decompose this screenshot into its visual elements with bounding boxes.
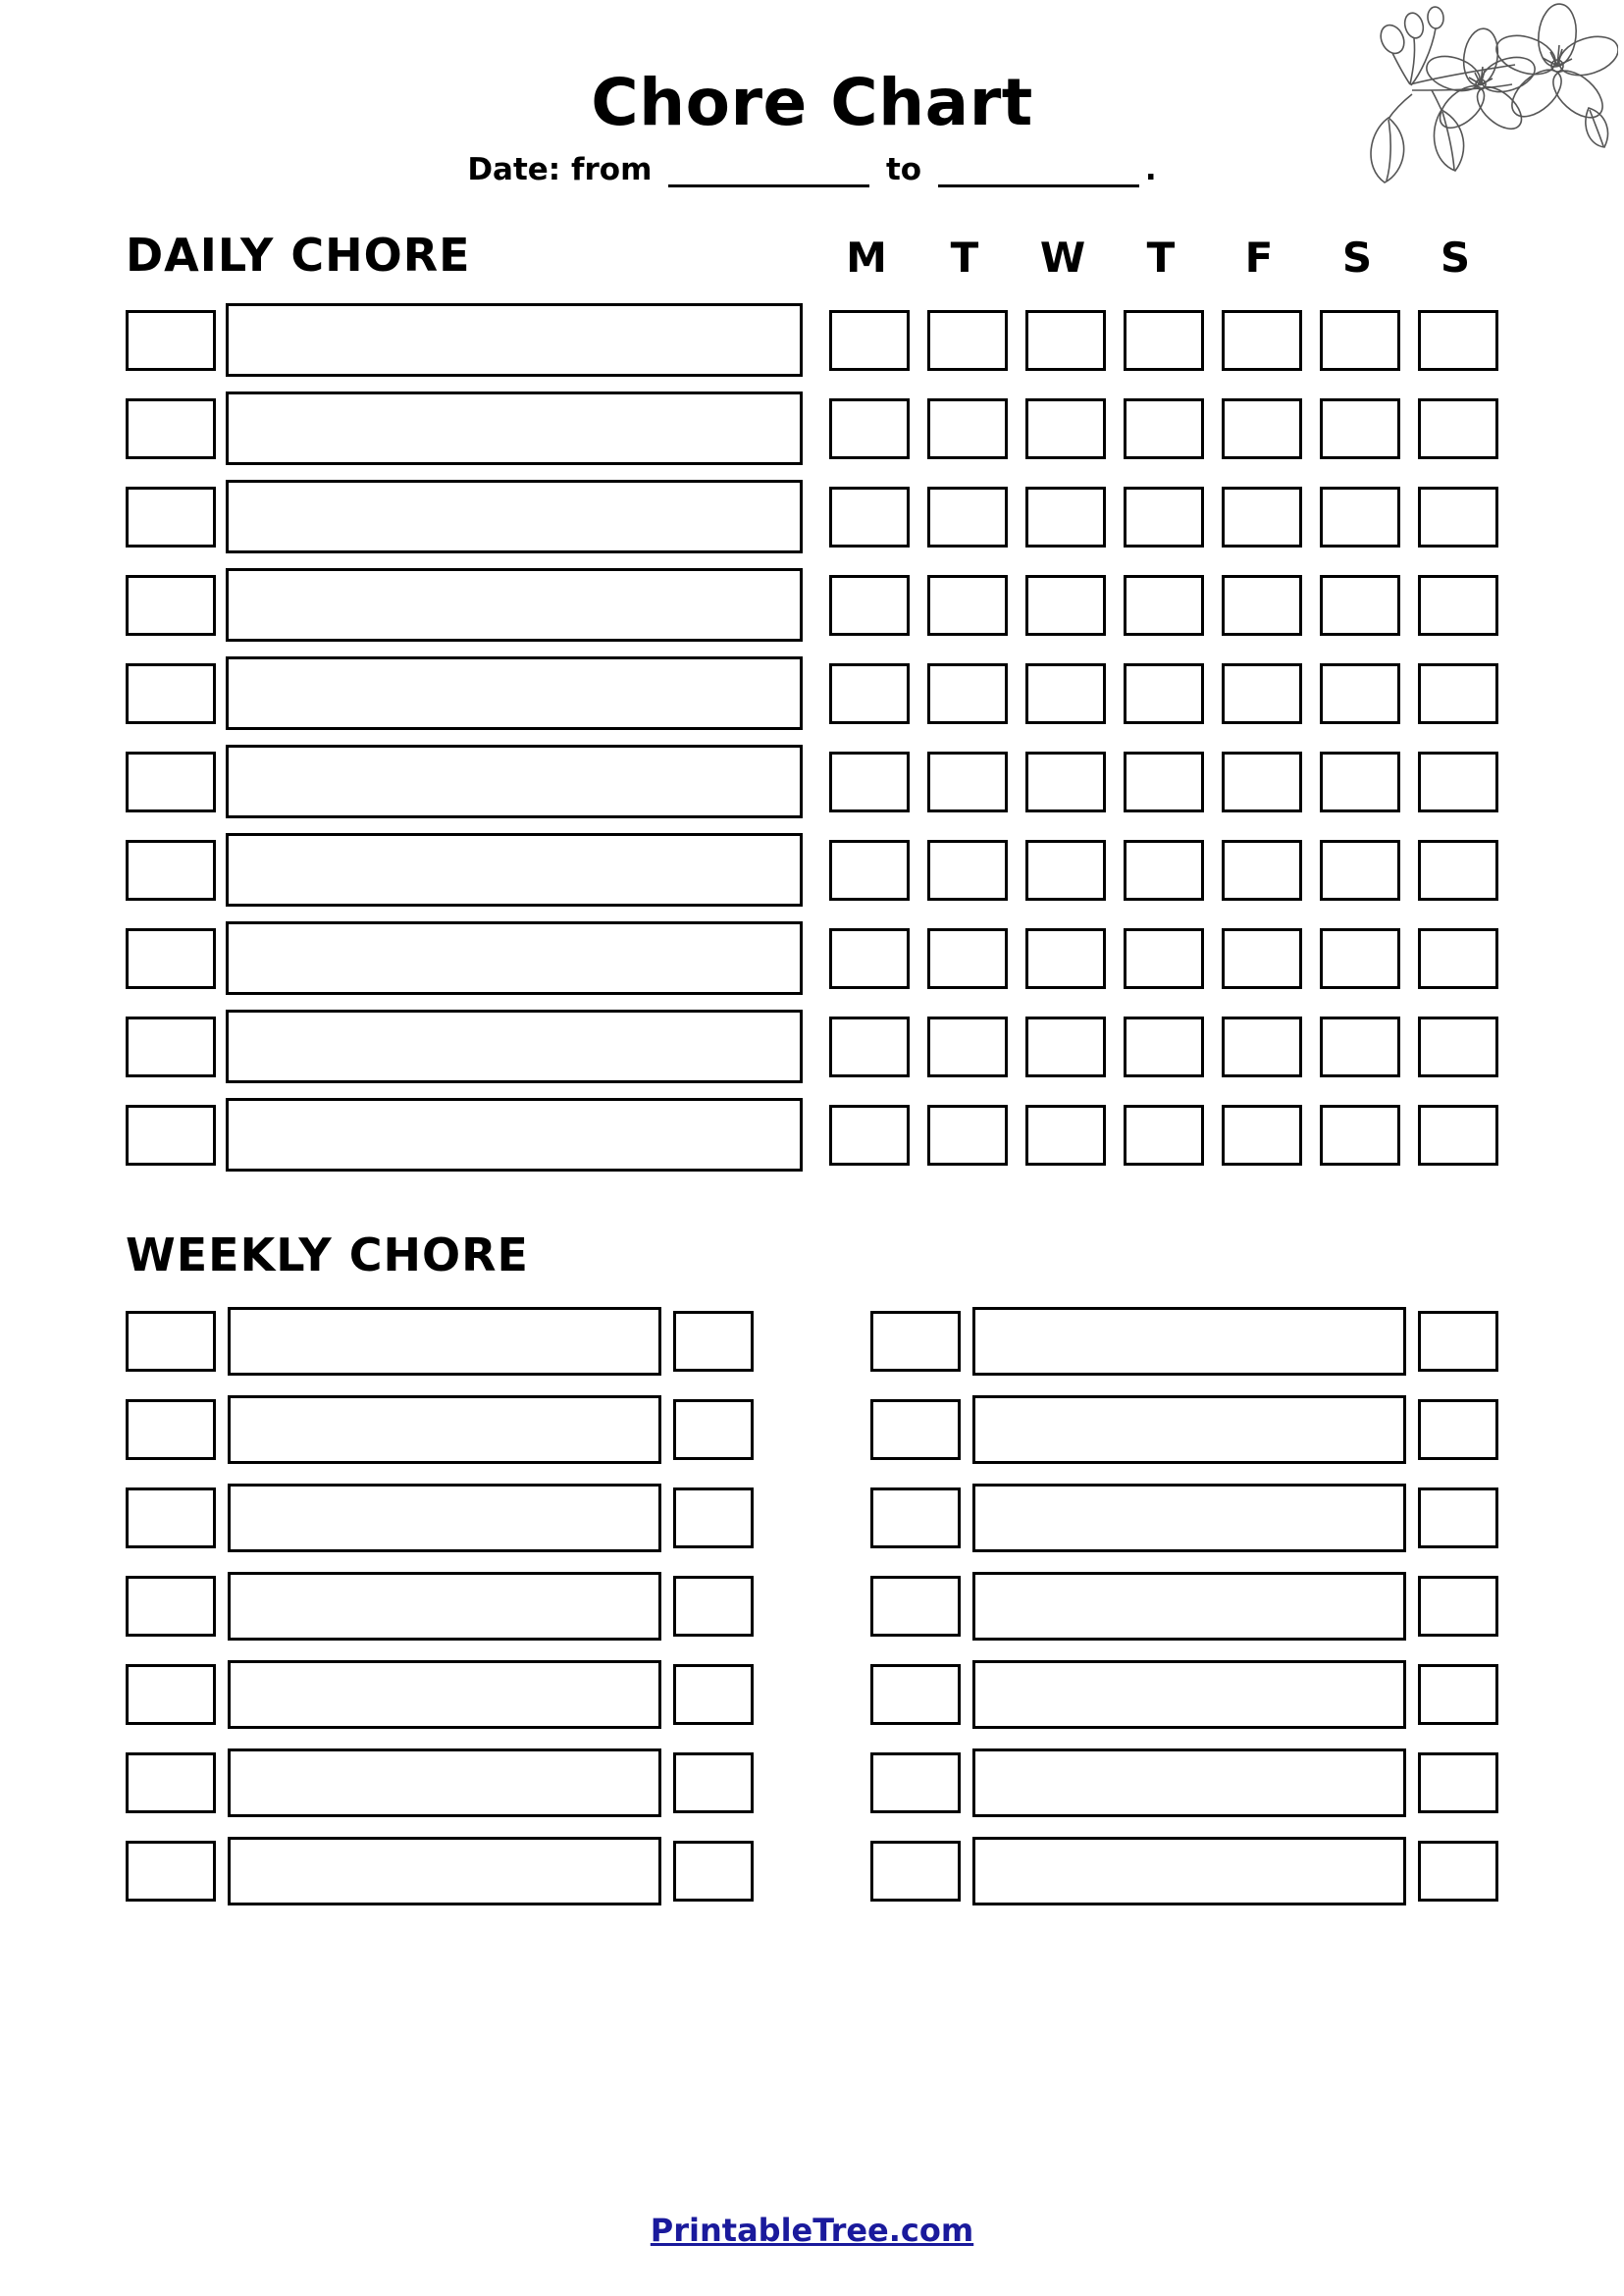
- date-period: .: [1144, 152, 1157, 188]
- day-check-sun[interactable]: [1418, 840, 1498, 901]
- table-row: [870, 1395, 1498, 1464]
- row-checkbox-left[interactable]: [870, 1487, 961, 1548]
- day-header-sat: S: [1341, 234, 1373, 283]
- day-check-thu[interactable]: [1124, 310, 1204, 371]
- day-check-wed[interactable]: [1025, 398, 1106, 459]
- day-check-sat[interactable]: [1320, 1105, 1400, 1166]
- chore-name-field[interactable]: [226, 833, 803, 907]
- day-check-tue[interactable]: [927, 840, 1008, 901]
- date-from-field[interactable]: [668, 155, 869, 187]
- chore-name-field[interactable]: [228, 1660, 661, 1729]
- day-check-wed[interactable]: [1025, 928, 1106, 989]
- footer: [0, 2212, 1624, 2249]
- day-header-fri: F: [1244, 234, 1274, 283]
- day-check-thu[interactable]: [1124, 575, 1204, 636]
- day-check-group: [829, 840, 1498, 901]
- row-checkbox-right[interactable]: [673, 1311, 754, 1372]
- row-checkbox-right[interactable]: [1418, 1664, 1498, 1725]
- daily-section-header: [0, 229, 1624, 282]
- row-checkbox-right[interactable]: [1418, 1487, 1498, 1548]
- day-check-thu[interactable]: [1124, 928, 1204, 989]
- day-check-sun[interactable]: [1418, 487, 1498, 548]
- day-check-sun[interactable]: [1418, 575, 1498, 636]
- chore-name-field[interactable]: [226, 568, 803, 642]
- day-header-mon: M: [846, 234, 887, 283]
- day-check-tue[interactable]: [927, 487, 1008, 548]
- day-check-group: [829, 928, 1498, 989]
- day-check-wed[interactable]: [1025, 310, 1106, 371]
- daily-section-title: DAILY CHORE: [126, 229, 471, 283]
- row-checkbox-left[interactable]: [126, 1664, 216, 1725]
- row-checkbox-left[interactable]: [870, 1311, 961, 1372]
- day-check-sun[interactable]: [1418, 1105, 1498, 1166]
- day-check-thu[interactable]: [1124, 487, 1204, 548]
- day-check-sat[interactable]: [1320, 398, 1400, 459]
- row-checkbox[interactable]: [126, 310, 216, 371]
- day-check-group: [829, 1105, 1498, 1166]
- day-check-thu[interactable]: [1124, 840, 1204, 901]
- date-from-label: Date: from: [467, 152, 653, 188]
- day-check-mon[interactable]: [829, 1017, 910, 1077]
- day-check-mon[interactable]: [829, 310, 910, 371]
- weekly-section-header: [0, 1228, 1624, 1281]
- day-header-tue: T: [950, 234, 979, 283]
- row-checkbox-right[interactable]: [673, 1399, 754, 1460]
- day-check-group: [829, 575, 1498, 636]
- day-check-tue[interactable]: [927, 310, 1008, 371]
- row-checkbox-left[interactable]: [870, 1399, 961, 1460]
- day-check-sat[interactable]: [1320, 310, 1400, 371]
- row-checkbox-left[interactable]: [126, 1311, 216, 1372]
- day-check-fri[interactable]: [1222, 1105, 1302, 1166]
- chore-name-field[interactable]: [226, 656, 803, 730]
- footer-site-link[interactable]: PrintableTree.com: [650, 2212, 974, 2249]
- row-checkbox-left[interactable]: [126, 1576, 216, 1637]
- day-check-group: [829, 487, 1498, 548]
- chore-name-field[interactable]: [972, 1307, 1406, 1376]
- day-check-sat[interactable]: [1320, 663, 1400, 724]
- day-check-wed[interactable]: [1025, 1017, 1106, 1077]
- day-check-fri[interactable]: [1222, 928, 1302, 989]
- row-checkbox[interactable]: [126, 575, 216, 636]
- day-header-thu: T: [1146, 234, 1176, 283]
- day-check-mon[interactable]: [829, 752, 910, 812]
- row-checkbox-left[interactable]: [126, 1841, 216, 1902]
- table-row: [126, 391, 1498, 465]
- day-check-mon[interactable]: [829, 398, 910, 459]
- row-checkbox-right[interactable]: [1418, 1752, 1498, 1813]
- day-check-tue[interactable]: [927, 398, 1008, 459]
- row-checkbox[interactable]: [126, 487, 216, 548]
- row-checkbox-left[interactable]: [870, 1664, 961, 1725]
- day-check-sat[interactable]: [1320, 840, 1400, 901]
- chore-name-field[interactable]: [972, 1484, 1406, 1552]
- day-check-fri[interactable]: [1222, 398, 1302, 459]
- chore-name-field[interactable]: [228, 1837, 661, 1905]
- table-row: [126, 1748, 754, 1817]
- day-check-fri[interactable]: [1222, 310, 1302, 371]
- day-check-fri[interactable]: [1222, 663, 1302, 724]
- table-row: [870, 1307, 1498, 1376]
- row-checkbox[interactable]: [126, 840, 216, 901]
- day-check-sun[interactable]: [1418, 928, 1498, 989]
- chore-name-field[interactable]: [972, 1395, 1406, 1464]
- day-check-sat[interactable]: [1320, 1017, 1400, 1077]
- day-check-sat[interactable]: [1320, 752, 1400, 812]
- day-check-tue[interactable]: [927, 752, 1008, 812]
- row-checkbox-right[interactable]: [1418, 1576, 1498, 1637]
- day-check-group: [829, 663, 1498, 724]
- day-check-tue[interactable]: [927, 1017, 1008, 1077]
- table-row: [126, 1572, 754, 1641]
- day-check-sun[interactable]: [1418, 310, 1498, 371]
- day-check-group: [829, 310, 1498, 371]
- weekly-chore-table: [0, 1307, 1624, 1925]
- row-checkbox-right[interactable]: [673, 1576, 754, 1637]
- day-check-group: [829, 398, 1498, 459]
- day-header-row: [817, 234, 1504, 282]
- day-check-sun[interactable]: [1418, 663, 1498, 724]
- chore-name-field[interactable]: [972, 1572, 1406, 1641]
- row-checkbox-right[interactable]: [673, 1841, 754, 1902]
- chore-name-field[interactable]: [228, 1748, 661, 1817]
- row-checkbox-right[interactable]: [673, 1487, 754, 1548]
- day-check-tue[interactable]: [927, 928, 1008, 989]
- row-checkbox-left[interactable]: [870, 1841, 961, 1902]
- date-to-label: to: [885, 152, 922, 188]
- chore-name-field[interactable]: [226, 480, 803, 553]
- row-checkbox-left[interactable]: [870, 1752, 961, 1813]
- day-check-tue[interactable]: [927, 1105, 1008, 1166]
- chore-name-field[interactable]: [972, 1748, 1406, 1817]
- row-checkbox-right[interactable]: [1418, 1841, 1498, 1902]
- chore-name-field[interactable]: [226, 745, 803, 818]
- row-checkbox-right[interactable]: [673, 1752, 754, 1813]
- row-checkbox-left[interactable]: [126, 1399, 216, 1460]
- table-row: [126, 656, 1498, 730]
- table-row: [126, 1010, 1498, 1083]
- day-check-tue[interactable]: [927, 575, 1008, 636]
- day-check-thu[interactable]: [1124, 398, 1204, 459]
- row-checkbox-left[interactable]: [870, 1576, 961, 1637]
- table-row: [126, 1098, 1498, 1172]
- row-checkbox[interactable]: [126, 752, 216, 812]
- date-to-field[interactable]: [938, 155, 1139, 187]
- table-row: [870, 1660, 1498, 1729]
- table-row: [126, 1395, 754, 1464]
- day-check-thu[interactable]: [1124, 752, 1204, 812]
- weekly-section-title: WEEKLY CHORE: [126, 1228, 529, 1282]
- day-check-mon[interactable]: [829, 840, 910, 901]
- table-row: [126, 480, 1498, 553]
- day-header-sun: S: [1440, 234, 1471, 283]
- chore-name-field[interactable]: [228, 1572, 661, 1641]
- date-range-line: [0, 152, 1624, 187]
- day-check-wed[interactable]: [1025, 575, 1106, 636]
- day-check-wed[interactable]: [1025, 1105, 1106, 1166]
- document-header: [0, 0, 1624, 187]
- day-check-mon[interactable]: [829, 663, 910, 724]
- day-check-mon[interactable]: [829, 575, 910, 636]
- chore-name-field[interactable]: [226, 921, 803, 995]
- table-row: [126, 1837, 754, 1905]
- chore-name-field[interactable]: [972, 1837, 1406, 1905]
- table-row: [126, 745, 1498, 818]
- row-checkbox[interactable]: [126, 398, 216, 459]
- day-check-fri[interactable]: [1222, 752, 1302, 812]
- day-check-fri[interactable]: [1222, 487, 1302, 548]
- day-check-fri[interactable]: [1222, 575, 1302, 636]
- row-checkbox-left[interactable]: [126, 1487, 216, 1548]
- day-check-wed[interactable]: [1025, 487, 1106, 548]
- chore-name-field[interactable]: [972, 1660, 1406, 1729]
- row-checkbox[interactable]: [126, 1105, 216, 1166]
- table-row: [870, 1572, 1498, 1641]
- row-checkbox-left[interactable]: [126, 1752, 216, 1813]
- chore-name-field[interactable]: [228, 1395, 661, 1464]
- daily-chore-table: [0, 303, 1624, 1172]
- row-checkbox-right[interactable]: [673, 1664, 754, 1725]
- day-check-tue[interactable]: [927, 663, 1008, 724]
- day-check-sun[interactable]: [1418, 752, 1498, 812]
- day-check-group: [829, 1017, 1498, 1077]
- weekly-column-left: [126, 1307, 754, 1925]
- day-check-thu[interactable]: [1124, 1017, 1204, 1077]
- table-row: [126, 1484, 754, 1552]
- chore-name-field[interactable]: [226, 1098, 803, 1172]
- table-row: [126, 833, 1498, 907]
- day-check-mon[interactable]: [829, 928, 910, 989]
- day-check-sun[interactable]: [1418, 1017, 1498, 1077]
- table-row: [126, 568, 1498, 642]
- table-row: [126, 921, 1498, 995]
- table-row: [870, 1748, 1498, 1817]
- chore-name-field[interactable]: [226, 391, 803, 465]
- day-check-mon[interactable]: [829, 1105, 910, 1166]
- day-check-mon[interactable]: [829, 487, 910, 548]
- weekly-column-right: [870, 1307, 1498, 1925]
- day-check-fri[interactable]: [1222, 840, 1302, 901]
- table-row: [870, 1837, 1498, 1905]
- day-check-sat[interactable]: [1320, 487, 1400, 548]
- table-row: [870, 1484, 1498, 1552]
- day-check-thu[interactable]: [1124, 663, 1204, 724]
- table-row: [126, 303, 1498, 377]
- day-header-wed: W: [1039, 234, 1086, 283]
- day-check-sat[interactable]: [1320, 928, 1400, 989]
- day-check-fri[interactable]: [1222, 1017, 1302, 1077]
- table-row: [126, 1307, 754, 1376]
- day-check-wed[interactable]: [1025, 840, 1106, 901]
- day-check-group: [829, 752, 1498, 812]
- table-row: [126, 1660, 754, 1729]
- row-checkbox[interactable]: [126, 928, 216, 989]
- chore-name-field[interactable]: [228, 1484, 661, 1552]
- row-checkbox[interactable]: [126, 663, 216, 724]
- day-check-sat[interactable]: [1320, 575, 1400, 636]
- day-check-wed[interactable]: [1025, 752, 1106, 812]
- day-check-thu[interactable]: [1124, 1105, 1204, 1166]
- row-checkbox[interactable]: [126, 1017, 216, 1077]
- day-check-sun[interactable]: [1418, 398, 1498, 459]
- page-title: Chore Chart: [591, 65, 1033, 140]
- row-checkbox-right[interactable]: [1418, 1311, 1498, 1372]
- chore-name-field[interactable]: [226, 1010, 803, 1083]
- row-checkbox-right[interactable]: [1418, 1399, 1498, 1460]
- chore-name-field[interactable]: [228, 1307, 661, 1376]
- chore-name-field[interactable]: [226, 303, 803, 377]
- day-check-wed[interactable]: [1025, 663, 1106, 724]
